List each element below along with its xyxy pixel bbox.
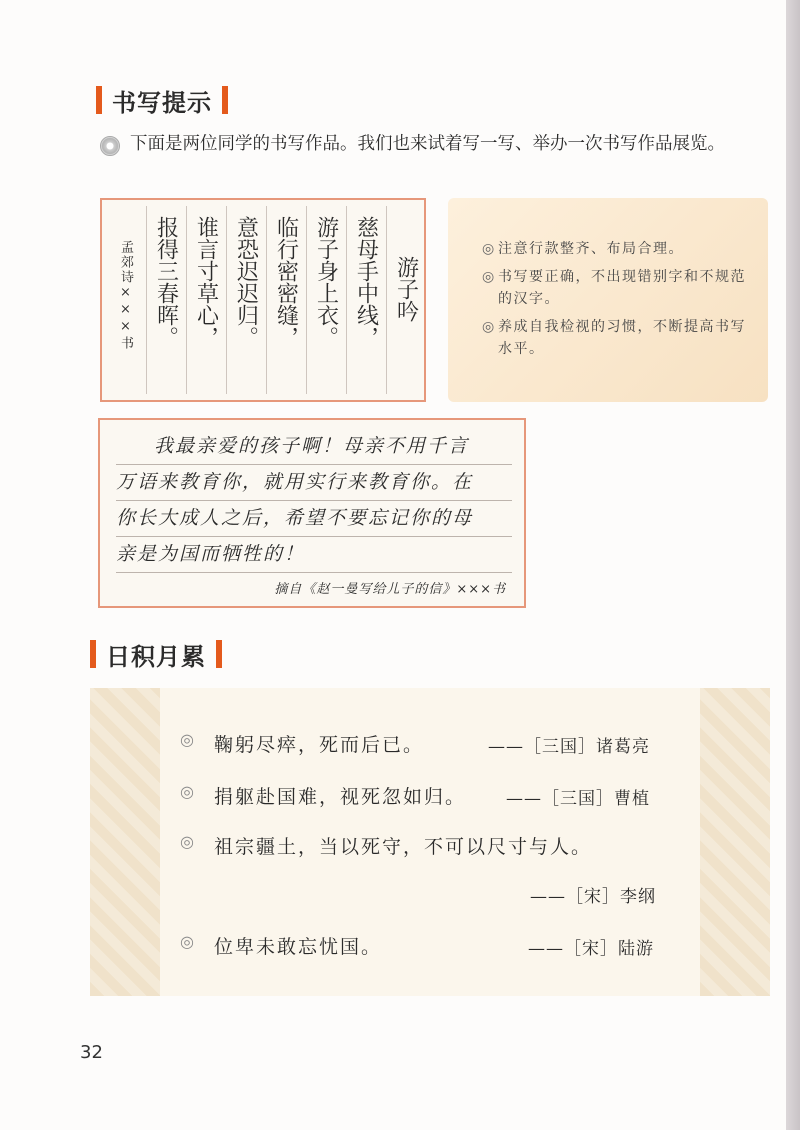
letter-line-4: 亲是为国而牺牲的！ — [116, 536, 512, 573]
tip-text: 注意行款整齐、布局合理。 — [498, 241, 684, 257]
intro-text: 下面是两位同学的书写作品。我们也来试着写一写、举办一次书写作品展览。 — [130, 134, 725, 154]
poem-line-text: 慈母手中线， — [353, 216, 379, 348]
page-edge — [786, 0, 800, 1130]
poem-line-text: 意恐迟迟归。 — [233, 216, 259, 348]
quote-text: 捐躯赴国难，视死忽如归。 — [214, 786, 467, 808]
poem-title — [386, 206, 424, 394]
quote-text: 祖宗疆土，当以死守，不可以尺寸与人。 — [214, 836, 593, 858]
section-title-accumulate: 日积月累 — [106, 642, 206, 671]
poem-line-4 — [226, 206, 264, 394]
letter-source: 摘自《赵一曼写给儿子的信》×××书 — [274, 582, 506, 597]
tip-text: 养成自我检视的习惯，不断提高书写水平。 — [498, 319, 746, 357]
poem-signature-text: 孟郊诗×××书 — [118, 240, 133, 351]
double-circle-icon: ◎ — [180, 782, 196, 801]
double-circle-icon: ◎ — [482, 241, 496, 257]
section-header-accumulate — [90, 636, 222, 672]
ornament-right — [700, 688, 770, 996]
double-circle-icon: ◎ — [482, 319, 496, 335]
tip-item — [482, 316, 750, 360]
accent-bar-right — [216, 640, 222, 668]
section-title-writing: 书写提示 — [112, 88, 212, 117]
letter-line-1: 我最亲爱的孩子啊！母亲不用千言 — [116, 428, 512, 465]
bullet-circle-icon — [100, 136, 120, 156]
poem-line-text: 游子身上衣。 — [313, 216, 339, 348]
poem-line-5 — [186, 206, 224, 394]
poem-line-text: 谁言寸草心， — [193, 216, 219, 348]
quote-author: ——［宋］李纲 — [530, 887, 656, 907]
double-circle-icon: ◎ — [180, 832, 196, 851]
double-circle-icon: ◎ — [180, 932, 196, 951]
double-circle-icon: ◎ — [180, 730, 196, 749]
poem-line-1 — [346, 206, 384, 394]
poem-line-3 — [266, 206, 304, 394]
letter-calligraphy — [98, 418, 526, 608]
tip-item — [482, 238, 750, 260]
letter-line-3: 你长大成人之后，希望不要忘记你的母 — [116, 500, 512, 537]
quote-author: ——［三国］诸葛亮 — [488, 737, 650, 757]
writing-tips-box — [448, 198, 768, 402]
section-header-writing — [96, 82, 228, 118]
quote-text: 位卑未敢忘忧国。 — [214, 936, 383, 958]
page-number: 32 — [80, 1042, 103, 1063]
poem-line-text: 临行密密缝， — [273, 216, 299, 348]
poem-signature — [106, 206, 144, 394]
quote-author: ——［宋］陆游 — [528, 939, 654, 959]
tip-text: 书写要正确，不出现错别字和不规范的汉字。 — [498, 269, 746, 307]
letter-line-2: 万语来教育你，就用实行来教育你。在 — [116, 464, 512, 501]
double-circle-icon: ◎ — [482, 269, 496, 285]
accent-bar-right — [222, 86, 228, 114]
poem-line-2 — [306, 206, 344, 394]
quote-text: 鞠躬尽瘁，死而后已。 — [214, 734, 425, 756]
poem-title-text: 游子吟 — [393, 256, 419, 322]
ornament-left — [90, 688, 160, 996]
poem-line-text: 报得三春晖。 — [153, 216, 179, 348]
quote-author: ——［三国］曹植 — [506, 789, 650, 809]
tip-item — [482, 266, 750, 310]
poem-line-6 — [146, 206, 184, 394]
poem-calligraphy — [100, 198, 426, 402]
